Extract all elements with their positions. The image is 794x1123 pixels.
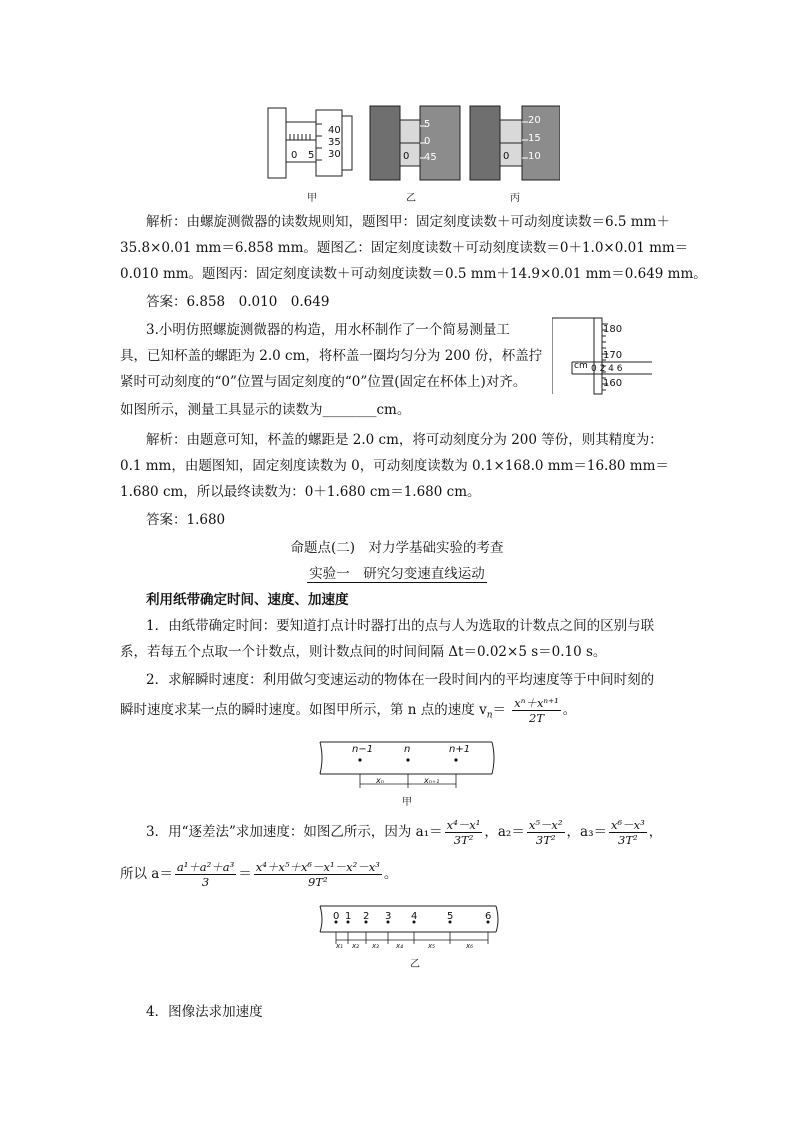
item2-sub: n xyxy=(486,710,493,721)
tape-yi-span-3: x₃ xyxy=(372,942,379,950)
jia-fixed-tick-1: 0 xyxy=(291,150,298,161)
item3-eq: ＝ xyxy=(238,866,252,882)
a-final-num: x⁴＋x⁵＋x⁶－x¹－x²－x³ xyxy=(255,860,380,874)
tape-yi-caption: 乙 xyxy=(410,959,420,970)
item1-line1: 1．由纸带确定时间：要知道打点计时器打出的点与人为选取的计数点之间的区别与联 xyxy=(146,618,655,634)
experiment-title: 实验一 研究匀变速直线运动 xyxy=(309,566,485,582)
velocity-numerator: xⁿ＋xⁿ⁺¹ xyxy=(514,696,559,710)
item4: 4．图像法求加速度 xyxy=(146,1004,263,1020)
a-final-den: 9T² xyxy=(307,875,328,889)
tape-yi-label-5: 5 xyxy=(447,911,454,922)
jia-tick-3: 30 xyxy=(328,149,341,160)
a-avg-num: a¹＋a²＋a³ xyxy=(176,860,235,874)
a3-den: 3T² xyxy=(618,833,638,847)
yi-tick-2: 0 xyxy=(424,136,431,147)
a3-num: x⁶－x³ xyxy=(611,818,645,832)
a2-num: x⁵－x² xyxy=(528,818,563,832)
a-final-fraction xyxy=(254,860,382,889)
tape-yi-label-4: 4 xyxy=(411,911,418,922)
a-avg-fraction xyxy=(175,860,236,889)
item2-line1: 2．求解瞬时速度：利用做匀变速运动的物体在一段时间内的平均速度等于中间时刻的 xyxy=(146,672,655,688)
a2-den: 3T² xyxy=(535,833,556,847)
micrometer-yi xyxy=(370,106,460,180)
bing-tick-2: 15 xyxy=(528,133,541,144)
tape-yi-label-1: 1 xyxy=(345,911,352,922)
yi-fixed-tick: 0 xyxy=(403,151,410,162)
cup-fixed-scale: 0 2 4 6 xyxy=(591,364,623,374)
tape-jia-label-3: n+1 xyxy=(449,744,471,755)
cup-tick-160: 160 xyxy=(603,378,623,389)
tape-yi-span-6: x₆ xyxy=(466,942,473,950)
item2-line2-text: 瞬时速度求某一点的瞬时速度。如图甲所示，第 n 点的速度 v xyxy=(120,702,487,718)
tape-yi-span-5: x₅ xyxy=(428,942,435,950)
bing-fixed-tick: 0 xyxy=(503,151,510,162)
item3-line2 xyxy=(120,860,397,889)
yi-caption: 乙 xyxy=(406,193,416,204)
velocity-fraction xyxy=(512,696,560,725)
q3-line1: 3.小明仿照螺旋测微器的构造，用水杯制作了一个简易测量工 xyxy=(146,322,510,338)
subheading: 利用纸带确定时间、速度、加速度 xyxy=(146,592,349,608)
tape-jia-label-2: n xyxy=(404,744,411,755)
velocity-denominator: 2T xyxy=(529,711,545,725)
a-avg-den: 3 xyxy=(201,875,210,889)
jia-fixed-tick-2: 5 xyxy=(308,150,315,161)
bing-caption: 丙 xyxy=(510,193,520,204)
tape-yi-label-6: 6 xyxy=(485,911,492,922)
section-title: 命题点(二) 对力学基础实验的考查 xyxy=(290,540,504,556)
tape-jia-span-2: xₙ₊₁ xyxy=(424,776,440,785)
cup-unit: cm xyxy=(574,361,588,371)
tape-yi-figure xyxy=(316,902,500,972)
analysis2-line3: 1.680 cm，所以最终读数为：0＋1.680 cm＝1.680 cm。 xyxy=(120,484,481,500)
item2-eq: ＝ xyxy=(492,702,506,718)
bing-tick-1: 20 xyxy=(528,115,541,126)
item3-line2-text: 所以 a＝ xyxy=(120,866,173,882)
item2-end: 。 xyxy=(562,702,577,718)
q3-line4: 如图所示，测量工具显示的读数为________cm。 xyxy=(120,402,411,418)
jia-tick-2: 35 xyxy=(328,137,341,148)
item3-end2: 。 xyxy=(383,866,398,882)
item1-line2: 系，若每五个点取一个计数点，则计数点间的时间间隔 Δt＝0.02×5 s＝0.10 s。 xyxy=(120,644,607,660)
answer2: 答案：1.680 xyxy=(146,512,226,528)
tape-yi-span-2: x₂ xyxy=(352,942,359,950)
analysis1-line3: 0.010 mm。题图丙：固定刻度读数＋可动刻度读数＝0.5 mm＋14.9×0.01 mm＝0.649 mm。 xyxy=(120,266,707,282)
analysis1-line2: 35.8×0.01 mm＝6.858 mm。题图乙：固定刻度读数＋可动刻度读数＝0＋1.0×0.01 mm＝ xyxy=(120,240,689,256)
tape-jia-span-1: xₙ xyxy=(376,776,384,785)
experiment-title-wrap xyxy=(0,562,794,582)
q3-line3: 紧时可动刻度的“0”位置与固定刻度的“0”位置(固定在杯体上)对齐。 xyxy=(120,374,527,390)
q3-line2: 具，已知杯盖的螺距为 2.0 cm，将杯盖一圈均匀分为 200 份，杯盖拧 xyxy=(120,348,543,364)
analysis1-line1: 解析：由螺旋测微器的读数规则知，题图甲：固定刻度读数＋可动刻度读数＝6.5 mm＋ xyxy=(146,214,670,230)
a3-fraction xyxy=(609,818,647,847)
item3-line1 xyxy=(146,818,662,847)
a2-fraction xyxy=(527,818,565,847)
answer1: 答案：6.858 0.010 0.649 xyxy=(146,294,330,310)
tape-jia-label-1: n−1 xyxy=(352,744,374,755)
tape-yi-span-4: x₄ xyxy=(396,942,403,950)
cup-tick-170: 170 xyxy=(603,350,623,361)
a1-num: x⁴－x¹ xyxy=(446,818,481,832)
tape-yi-span-1: x₁ xyxy=(336,942,343,950)
item3-sep2: ，a₃＝ xyxy=(566,824,607,840)
item2-line2 xyxy=(120,696,576,725)
item3-intro: 3．用“逐差法”求加速度：如图乙所示，因为 a₁＝ xyxy=(146,824,443,840)
yi-tick-3: 45 xyxy=(424,152,437,163)
bing-tick-3: 10 xyxy=(528,151,541,162)
tape-jia-caption: 甲 xyxy=(402,797,412,808)
cup-tick-180: 180 xyxy=(603,324,623,335)
a1-den: 3T² xyxy=(453,833,474,847)
analysis2-line1: 解析：由题意可知，杯盖的螺距是 2.0 cm，将可动刻度分为 200 等份，则其精度为： xyxy=(146,432,663,448)
analysis2-line2: 0.1 mm，由题图知，固定刻度读数为 0，可动刻度读数为 0.1×168.0 mm＝16.80 mm＝ xyxy=(120,458,669,474)
jia-caption: 甲 xyxy=(307,193,317,204)
tape-yi-label-3: 3 xyxy=(385,911,392,922)
a1-fraction xyxy=(445,818,483,847)
yi-tick-1: 5 xyxy=(424,119,431,130)
tape-yi-svg xyxy=(316,902,500,972)
micrometer-bing xyxy=(470,106,560,180)
item3-sep1: ，a₂＝ xyxy=(484,824,525,840)
tape-yi-label-2: 2 xyxy=(363,911,370,922)
tape-yi-label-0: 0 xyxy=(333,911,340,922)
item3-end1: ， xyxy=(648,824,663,840)
jia-tick-1: 40 xyxy=(328,125,341,136)
